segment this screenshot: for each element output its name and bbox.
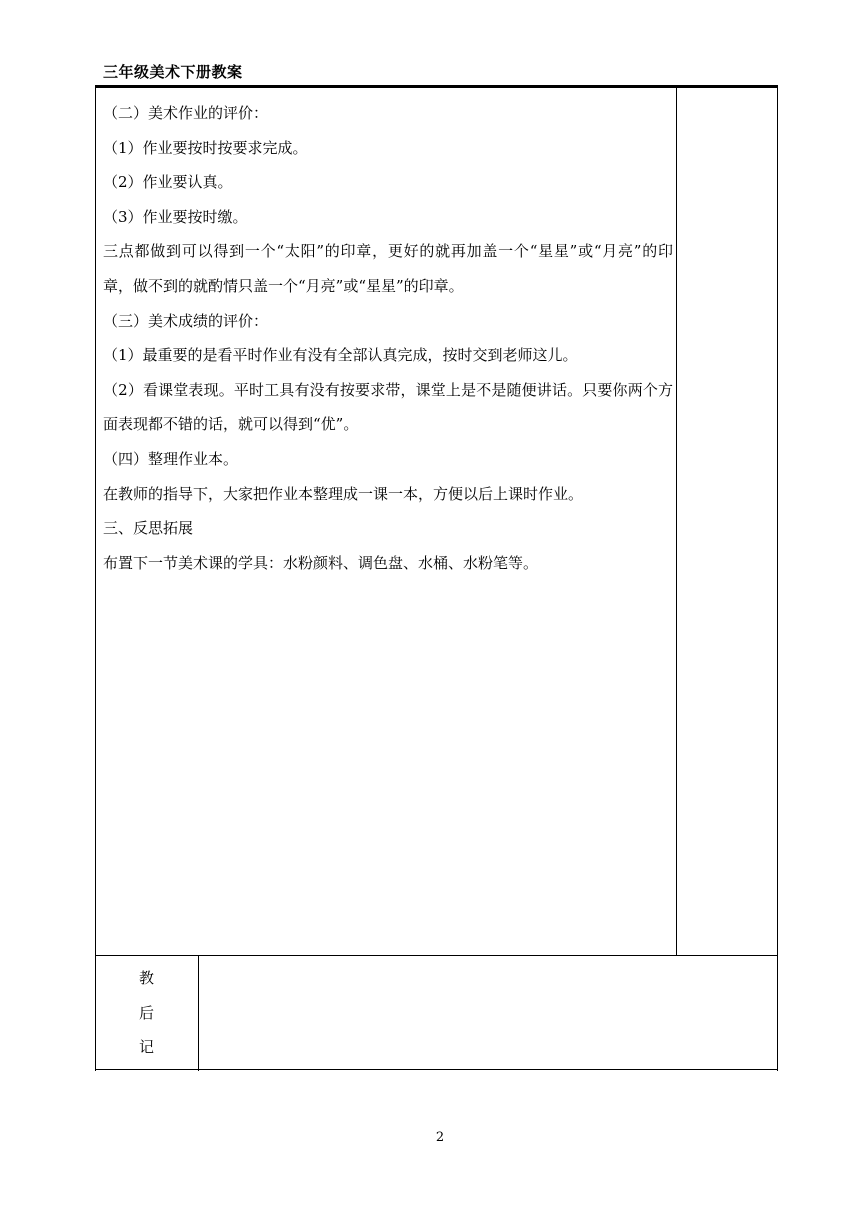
section-heading: （二）美术作业的评价： [103,104,269,122]
lesson-content [103,96,673,580]
paragraph: 三点都做到可以得到一个“太阳”的印章，更好的就再加盖一个“星星”或“月亮”的印章，做不到的就酌情只盖一个“月亮”或“星星”的印章。 [103,242,673,295]
label-column-divider [198,955,199,1071]
reflection-label-char: 教 [138,969,154,988]
table-border-right [777,87,778,1071]
document-header: 三年级美术下册教案 [103,63,243,81]
list-item: （2）作业要认真。 [103,173,233,192]
side-column-divider [676,87,677,956]
list-item: （1）作业要按时按要求完成。 [103,138,308,157]
section-heading: 三、反思拓展 [103,519,194,538]
paragraph: 在教师的指导下，大家把作业本整理成一课一本，方便以后上课时作业。 [103,484,584,503]
reflection-label [95,956,198,1070]
list-item: （3）作业要按时缴。 [103,207,248,226]
section-heading: （四）整理作业本。 [103,449,239,468]
reflection-label-char: 后 [138,1003,154,1022]
list-item: （2）看课堂表现。平时工具有没有按要求带，课堂上是不是随便讲话。只要你两个方面表现都不错的话，就可以得到“优”。 [103,380,673,434]
paragraph: 布置下一节美术课的学具：水粉颜料、调色盘、水桶、水粉笔等。 [103,553,539,572]
list-item: （1）最重要的是看平时作业有没有全部认真完成，按时交到老师这儿。 [103,346,578,365]
table-border-left [95,87,96,1071]
reflection-label-char: 记 [138,1038,154,1057]
section-heading: （三）美术成绩的评价： [103,311,269,330]
page-number: 2 [435,1130,445,1145]
